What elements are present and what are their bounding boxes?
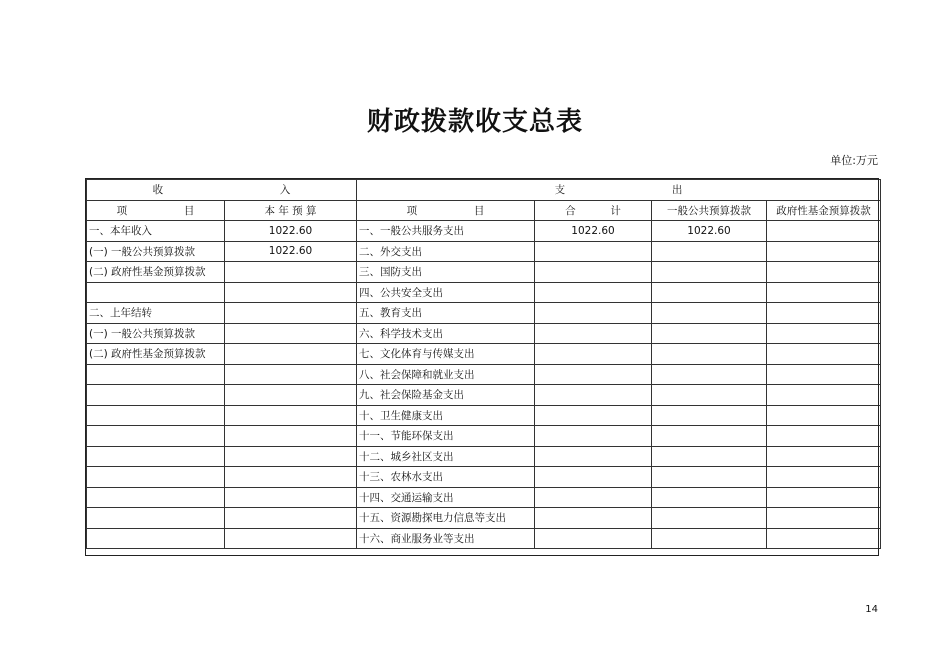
expense-general-cell — [652, 262, 767, 283]
table-row — [87, 323, 881, 344]
expense-general-cell — [652, 508, 767, 529]
income-budget-cell — [225, 426, 357, 447]
income-item-cell — [87, 385, 225, 406]
expense-general-cell — [652, 487, 767, 508]
income-budget-cell — [225, 385, 357, 406]
expense-group-char-1: 支 — [554, 184, 566, 197]
expense-total-cell: 1022.60 — [535, 221, 652, 242]
income-budget-cell — [225, 323, 357, 344]
expense-total-cell — [535, 364, 652, 385]
expense-fund-cell — [767, 221, 881, 242]
page-number: 14 — [865, 604, 878, 615]
income-item-char-1: 项 — [116, 204, 128, 217]
expense-item-cell: 二、外交支出 — [357, 241, 535, 262]
income-group-char-1: 收 — [152, 184, 164, 197]
income-item-char-2: 目 — [183, 204, 195, 217]
income-budget-header: 本 年 预 算 — [225, 200, 357, 221]
expense-fund-cell — [767, 364, 881, 385]
expense-fund-header: 政府性基金预算拨款 — [767, 200, 881, 221]
unit-label: 单位:万元 — [830, 154, 878, 167]
expense-total-cell — [535, 446, 652, 467]
expense-fund-cell — [767, 323, 881, 344]
expense-general-cell — [652, 282, 767, 303]
expense-group-header — [357, 180, 881, 201]
income-budget-cell — [225, 364, 357, 385]
income-budget-cell — [225, 487, 357, 508]
expense-total-cell — [535, 262, 652, 283]
expense-item-cell: 十四、交通运输支出 — [357, 487, 535, 508]
income-budget-cell — [225, 446, 357, 467]
table-row — [87, 528, 881, 549]
expense-fund-cell — [767, 344, 881, 365]
expense-fund-cell — [767, 303, 881, 324]
expense-general-cell — [652, 323, 767, 344]
table-row — [87, 508, 881, 529]
income-budget-cell — [225, 528, 357, 549]
income-item-cell: (一) 一般公共预算拨款 — [87, 323, 225, 344]
expense-general-cell — [652, 446, 767, 467]
expense-item-cell: 七、文化体育与传媒支出 — [357, 344, 535, 365]
income-item-cell: 一、本年收入 — [87, 221, 225, 242]
expense-total-cell — [535, 323, 652, 344]
expense-item-cell: 十、卫生健康支出 — [357, 405, 535, 426]
expense-fund-cell — [767, 426, 881, 447]
table-row — [87, 487, 881, 508]
table-row — [87, 221, 881, 242]
expense-general-cell — [652, 344, 767, 365]
income-budget-cell — [225, 467, 357, 488]
expense-general-cell — [652, 467, 767, 488]
table-row — [87, 364, 881, 385]
expense-general-cell — [652, 426, 767, 447]
expense-general-cell — [652, 385, 767, 406]
expense-item-cell: 十三、农林水支出 — [357, 467, 535, 488]
income-group-header — [87, 180, 357, 201]
expense-item-cell: 十六、商业服务业等支出 — [357, 528, 535, 549]
income-item-header — [87, 200, 225, 221]
income-item-cell — [87, 467, 225, 488]
expense-total-cell — [535, 405, 652, 426]
expense-fund-cell — [767, 528, 881, 549]
income-budget-cell — [225, 303, 357, 324]
expense-total-cell — [535, 426, 652, 447]
header-group-row — [87, 180, 881, 201]
expense-total-header — [535, 200, 652, 221]
expense-item-cell: 十二、城乡社区支出 — [357, 446, 535, 467]
expense-item-cell: 三、国防支出 — [357, 262, 535, 283]
expense-fund-cell — [767, 241, 881, 262]
expense-general-cell: 1022.60 — [652, 221, 767, 242]
expense-total-char-1: 合 — [565, 204, 576, 217]
income-budget-cell: 1022.60 — [225, 241, 357, 262]
expense-item-cell: 一、一般公共服务支出 — [357, 221, 535, 242]
income-item-cell: (二) 政府性基金预算拨款 — [87, 262, 225, 283]
expense-item-char-1: 项 — [406, 204, 418, 217]
header-column-row — [87, 200, 881, 221]
expense-general-cell — [652, 364, 767, 385]
expense-fund-cell — [767, 487, 881, 508]
expense-fund-cell — [767, 262, 881, 283]
expense-total-cell — [535, 303, 652, 324]
expense-fund-cell — [767, 508, 881, 529]
table-row — [87, 446, 881, 467]
income-item-cell — [87, 282, 225, 303]
income-item-cell — [87, 528, 225, 549]
expense-general-cell — [652, 405, 767, 426]
income-budget-cell — [225, 262, 357, 283]
table-row — [87, 405, 881, 426]
expense-total-cell — [535, 508, 652, 529]
income-item-cell — [87, 364, 225, 385]
expense-item-char-2: 目 — [473, 204, 485, 217]
income-item-cell — [87, 487, 225, 508]
expense-general-cell — [652, 303, 767, 324]
expense-fund-cell — [767, 385, 881, 406]
income-item-cell: (二) 政府性基金预算拨款 — [87, 344, 225, 365]
expense-general-cell — [652, 528, 767, 549]
income-budget-cell — [225, 405, 357, 426]
expense-total-cell — [535, 467, 652, 488]
income-budget-cell — [225, 508, 357, 529]
table-row — [87, 262, 881, 283]
expense-total-char-2: 计 — [610, 204, 621, 217]
expense-total-cell — [535, 528, 652, 549]
expense-item-cell: 十五、资源勘探电力信息等支出 — [357, 508, 535, 529]
table-row — [87, 344, 881, 365]
expense-group-char-2: 出 — [671, 184, 683, 197]
expense-fund-cell — [767, 467, 881, 488]
expense-item-cell: 九、社会保险基金支出 — [357, 385, 535, 406]
expense-item-cell: 十一、节能环保支出 — [357, 426, 535, 447]
income-budget-cell — [225, 344, 357, 365]
table-row — [87, 282, 881, 303]
expense-general-cell — [652, 241, 767, 262]
expense-total-cell — [535, 487, 652, 508]
table-row — [87, 467, 881, 488]
income-item-cell — [87, 446, 225, 467]
table-row — [87, 241, 881, 262]
expense-fund-cell — [767, 405, 881, 426]
income-item-cell — [87, 508, 225, 529]
expense-fund-cell — [767, 446, 881, 467]
expense-total-cell — [535, 344, 652, 365]
income-item-cell — [87, 426, 225, 447]
expense-item-header — [357, 200, 535, 221]
income-item-cell: (一) 一般公共预算拨款 — [87, 241, 225, 262]
income-item-cell: 二、上年结转 — [87, 303, 225, 324]
income-group-char-2: 入 — [279, 184, 291, 197]
income-budget-cell: 1022.60 — [225, 221, 357, 242]
income-item-cell — [87, 405, 225, 426]
expense-general-header: 一般公共预算拨款 — [652, 200, 767, 221]
table-row — [87, 426, 881, 447]
expense-total-cell — [535, 282, 652, 303]
income-budget-cell — [225, 282, 357, 303]
expense-item-cell: 六、科学技术支出 — [357, 323, 535, 344]
expense-fund-cell — [767, 282, 881, 303]
expense-item-cell: 五、教育支出 — [357, 303, 535, 324]
table-body — [87, 221, 881, 549]
table-row — [87, 303, 881, 324]
page-title: 财政拨款收支总表 — [366, 107, 583, 137]
expense-item-cell: 四、公共安全支出 — [357, 282, 535, 303]
finance-table — [86, 179, 881, 549]
expense-total-cell — [535, 241, 652, 262]
table-row — [87, 385, 881, 406]
expense-total-cell — [535, 385, 652, 406]
expense-item-cell: 八、社会保障和就业支出 — [357, 364, 535, 385]
